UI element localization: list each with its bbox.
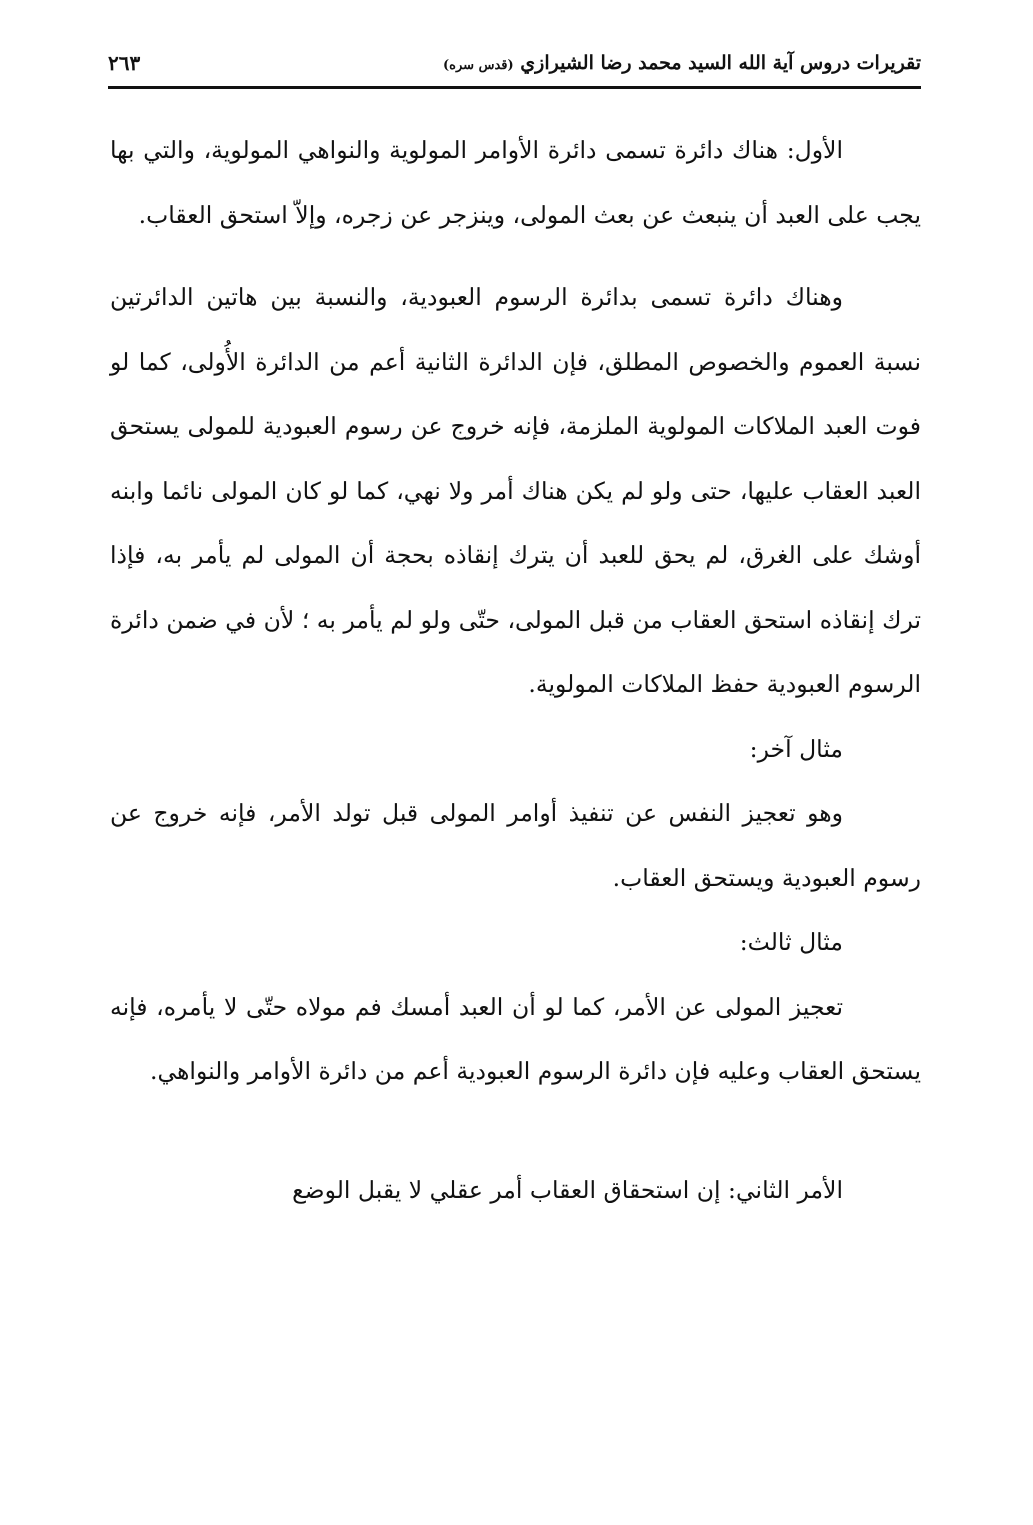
page-header: [108, 46, 921, 80]
paragraph-servitude-circle: وهناك دائرة تسمى بدائرة الرسوم العبودية، والنسبة بين هاتين الدائرتين نسبة العموم والخصوص المطلق، فإن الدائرة الثانية أعم من الدائرة الأُولى، كما لو فوت العبد الملاكات المولوية الملزمة، فإنه خروج عن رسوم العبودية للمولى يستحق العبد العقاب عليها، حتى ولو لم يكن هناك أمر ولا نهي، كما لو كان المولى نائما وابنه أوشك على الغرق، لم يحق للعبد أن يترك إنقاذه بحجة أن المولى لم يأمر به، فإذا ترك إنقاذه استحق العقاب من قبل المولى، حتّى ولو لم يأمر به ؛ لأن في ضمن دائرة الرسوم العبودية حفظ الملاكات المولوية.: [110, 283, 921, 698]
heading-another-example: مثال آخر:: [749, 734, 843, 763]
heading-third-example: مثال ثالث:: [739, 928, 843, 956]
header-rule: [108, 86, 921, 89]
page-body: [110, 118, 921, 1222]
paragraph-another-example: وهو تعجيز النفس عن تنفيذ أوامر المولى قبل تولد الأمر، فإنه خروج عن رسوم العبودية ويستحق العقاب.: [110, 799, 921, 892]
running-title-text: تقريرات دروس آية الله السيد محمد رضا الشيرازي: [520, 52, 921, 74]
paragraph-gap: [110, 247, 921, 265]
section-gap: [110, 1104, 921, 1158]
paragraph-third-example: تعجيز المولى عن الأمر، كما لو أن العبد أمسك فم مولاه حتّى لا يأمره، فإنه يستحق العقاب وعليه فإن دائرة الرسوم العبودية أعم من دائرة الأوامر والنواهي.: [110, 992, 921, 1085]
running-title-note: (قدس سره): [443, 58, 514, 73]
paragraph-first-point: الأول: هناك دائرة تسمى دائرة الأوامر المولوية والنواهي المولوية، والتي بها يجب على العبد أن ينبعث عن بعث المولى، وينزجر عن زجره، وإلاّ استحق العقاب.: [110, 136, 921, 229]
running-title: [443, 52, 921, 74]
paragraph-second-point: الأمر الثاني: إن استحقاق العقاب أمر عقلي لا يقبل الوضع: [292, 1175, 843, 1204]
page-number: ٢٦٣: [108, 51, 141, 75]
